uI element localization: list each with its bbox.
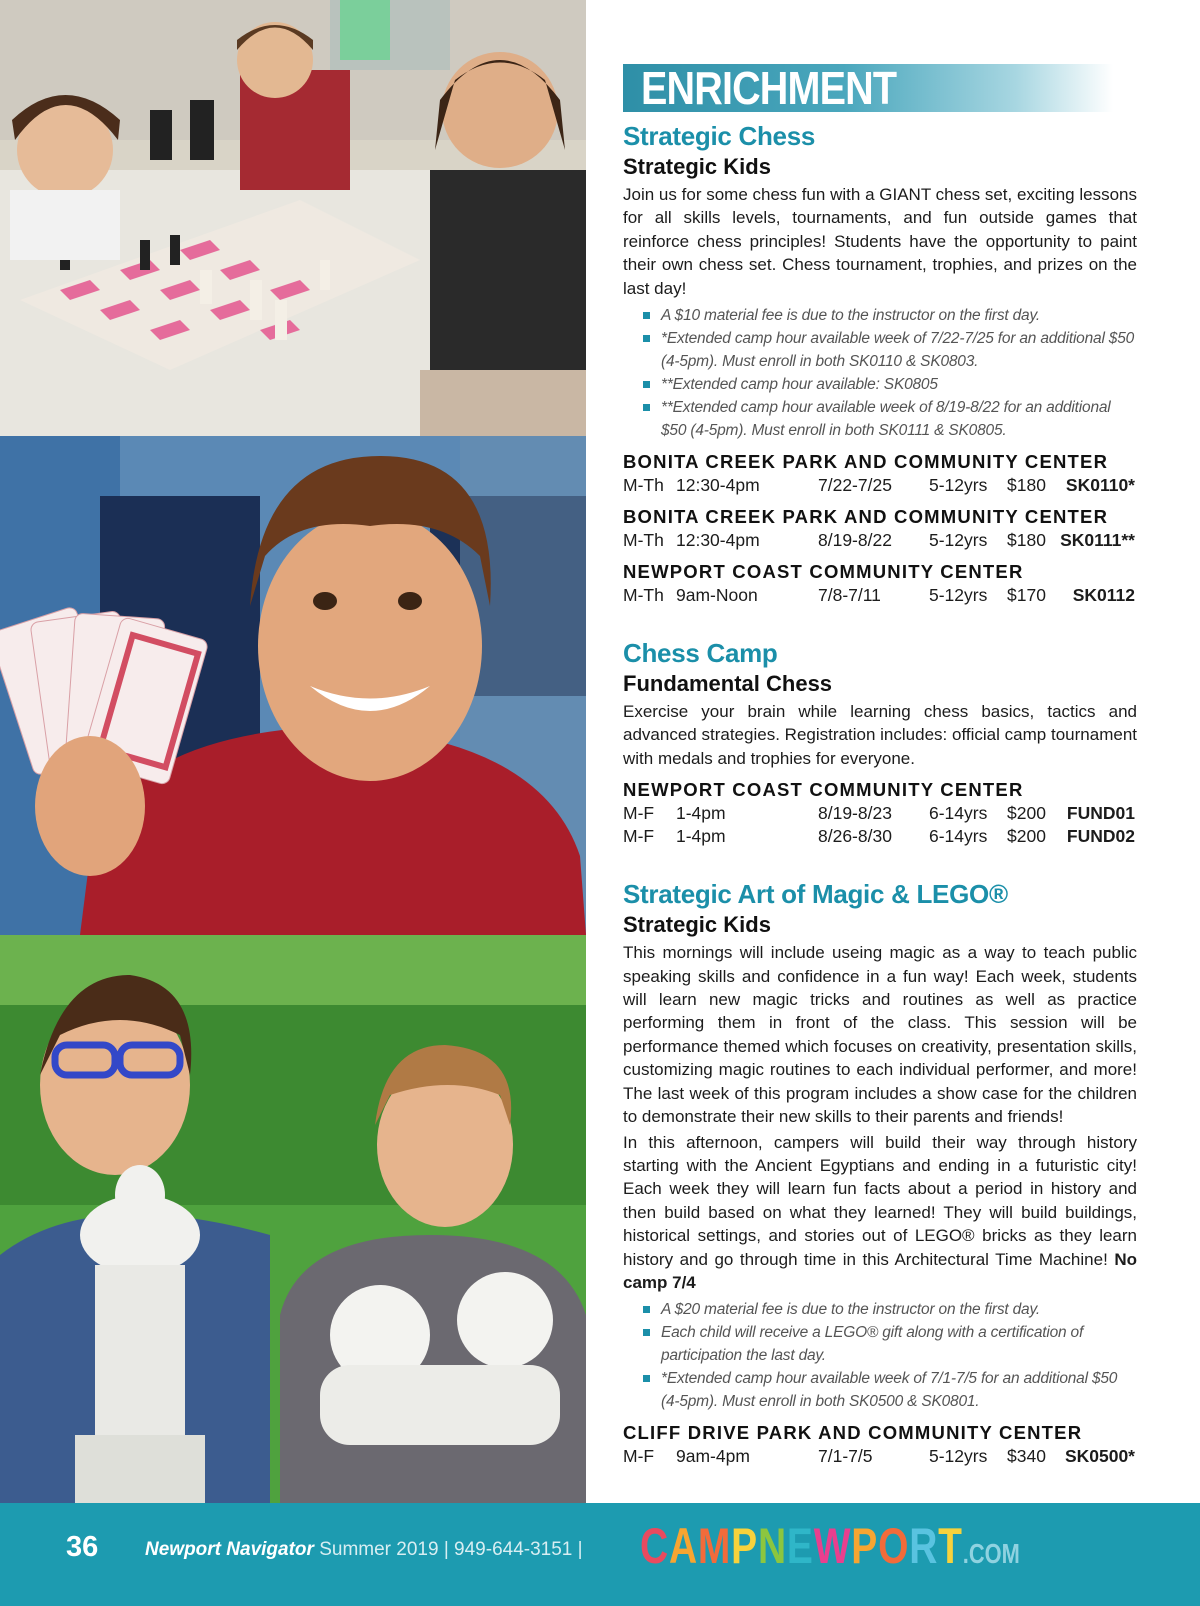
schedule-price: $340: [1007, 1446, 1046, 1467]
schedule-row: [623, 802, 1137, 825]
schedule-price: $170: [1007, 585, 1046, 606]
bullet-square-icon: [643, 381, 650, 388]
schedule-ages: 6-14yrs: [929, 826, 988, 847]
logo-letter: P: [851, 1518, 879, 1574]
issue-label: Summer 2019: [319, 1539, 439, 1560]
schedule-row: [623, 1445, 1137, 1468]
program-title: Strategic Art of Magic & LEGO®: [623, 879, 1008, 910]
schedule-time: 9am-Noon: [676, 585, 758, 606]
schedule-ages: 5-12yrs: [929, 585, 988, 606]
schedule-ages: 5-12yrs: [929, 530, 988, 551]
content-column: [623, 64, 1137, 1468]
logo-letter: O: [878, 1518, 910, 1574]
schedule-row: [623, 529, 1137, 552]
note-item: **Extended camp hour available week of 8/19-8/22 for an additional $50 (4-5pm). Must enroll in both SK0111 & SK0805.: [643, 396, 1137, 442]
program-notes: [643, 1298, 1137, 1413]
page-number: 36: [66, 1531, 99, 1563]
program-description: Join us for some chess fun with a GIANT chess set, exciting lessons for all skills levels, tournaments, and fun outside games that reinforce chess principles! Students have the opportunity to paint their own chess set. Chess tournament, trophies, and prizes on the last day!: [623, 185, 1137, 298]
schedule-ages: 5-12yrs: [929, 1446, 988, 1467]
schedule-days: M-F: [623, 1446, 655, 1467]
program-provider: Fundamental Chess: [623, 671, 833, 697]
boy-cards-illustration: [0, 436, 586, 935]
photo-boy-cards: [0, 436, 586, 935]
spacer: [623, 607, 1137, 637]
spacer: [623, 848, 1137, 878]
program-notes: [643, 304, 1137, 442]
logo-letter: A: [668, 1518, 698, 1574]
logo-letter: R: [909, 1518, 939, 1574]
boys-chess-pieces-illustration: [0, 935, 586, 1503]
note-item: **Extended camp hour available: SK0805: [643, 373, 1137, 396]
logo-letter: M: [697, 1518, 732, 1574]
schedule-days: M-Th: [623, 475, 664, 496]
photo-chess-girls: [0, 0, 586, 436]
photo-boys-chess-pieces: [0, 935, 586, 1503]
note-item: A $20 material fee is due to the instructor on the first day.: [643, 1298, 1137, 1321]
separator: |: [443, 1539, 449, 1560]
schedule-time: 1-4pm: [676, 826, 726, 847]
schedule-days: M-F: [623, 803, 655, 824]
schedule-time: 12:30-4pm: [676, 475, 760, 496]
note-item: Each child will receive a LEGO® gift along with a certification of participation the last day.: [643, 1321, 1137, 1367]
note-item: *Extended camp hour available week of 7/22-7/25 for an additional $50 (4-5pm). Must enroll in both SK0110 & SK0803.: [643, 327, 1137, 373]
schedule-price: $180: [1007, 530, 1046, 551]
schedule-price: $200: [1007, 803, 1046, 824]
schedule-days: M-F: [623, 826, 655, 847]
campnewport-logo[interactable]: [640, 1518, 1020, 1574]
schedule-price: $200: [1007, 826, 1046, 847]
schedule-dates: 7/1-7/5: [818, 1446, 873, 1467]
schedule-code: SK0111**: [1060, 530, 1135, 551]
schedule-time: 1-4pm: [676, 803, 726, 824]
program-magic-lego: [623, 878, 1137, 1468]
note-item: *Extended camp hour available week of 7/1-7/5 for an additional $50 (4-5pm). Must enroll in both SK0500 & SK0801.: [643, 1367, 1137, 1413]
schedule-dates: 8/19-8/23: [818, 803, 892, 824]
bullet-square-icon: [643, 312, 650, 319]
bullet-square-icon: [643, 335, 650, 342]
location-name: NEWPORT COAST COMMUNITY CENTER: [623, 561, 1024, 583]
program-description: This mornings will include useing magic as a way to teach public speaking skills and confidence in a fun way! Each week, students will learn new magic tricks and routines as well as practice performing them in front of the class. This session will be performance themed which focuses on creativity, presentation skills, customizing magic routines to each individual performer, and more! The last week of this program includes a show case for the children to demonstrate their new skills to their parents and friends!: [623, 943, 1137, 1127]
schedule-code: FUND01: [1066, 803, 1135, 824]
schedule-code: FUND02: [1066, 826, 1135, 847]
schedule-days: M-Th: [623, 530, 664, 551]
program-provider: Strategic Kids: [623, 912, 771, 938]
page-footer: [0, 1503, 1200, 1606]
publication-info: [145, 1539, 583, 1561]
program-title: Chess Camp: [623, 638, 778, 669]
no-camp-notice: No camp 7/4: [623, 1249, 1137, 1292]
schedule-dates: 7/8-7/11: [818, 585, 881, 606]
program-description-afternoon: [623, 1131, 1137, 1295]
logo-suffix: .COM: [962, 1538, 1020, 1569]
program-chess-camp: [623, 637, 1137, 848]
logo-letter: C: [640, 1518, 669, 1574]
schedule-code: SK0112: [1072, 585, 1135, 606]
schedule-ages: 5-12yrs: [929, 475, 988, 496]
afternoon-text: In this afternoon, campers will build their way through history starting with the Ancient Egyptians and ending in a futuristic city! Each week they will learn fun facts about a period in history and then build based on what they learned! They will build buildings, historical settings, and stories out of LEGO® bricks as they learn history and go through time in this Architectural Time Machine!: [623, 1132, 1137, 1269]
program-strategic-chess: [623, 120, 1137, 607]
schedule-row: [623, 584, 1137, 607]
program-description: Exercise your brain while learning chess basics, tactics and advanced strategies. Registration includes: official camp tournament with medals and trophies for everyone.: [623, 702, 1137, 768]
schedule-code: SK0500*: [1064, 1446, 1135, 1467]
location-name: NEWPORT COAST COMMUNITY CENTER: [623, 779, 1024, 801]
location-name: BONITA CREEK PARK AND COMMUNITY CENTER: [623, 451, 1109, 473]
logo-letter: N: [757, 1518, 787, 1574]
bullet-square-icon: [643, 1375, 650, 1382]
logo-letter: P: [731, 1518, 758, 1574]
schedule-price: $180: [1007, 475, 1046, 496]
photo-column: [0, 0, 586, 1503]
logo-letter: W: [813, 1518, 852, 1574]
section-banner: [623, 64, 1113, 112]
phone-number[interactable]: 949-644-3151: [454, 1539, 573, 1560]
schedule-time: 9am-4pm: [676, 1446, 750, 1467]
separator: |: [577, 1539, 583, 1560]
program-provider: Strategic Kids: [623, 154, 771, 179]
logo-letter: T: [938, 1518, 963, 1574]
schedule-dates: 7/22-7/25: [818, 475, 892, 496]
schedule-time: 12:30-4pm: [676, 530, 760, 551]
schedule-row: [623, 474, 1137, 497]
bullet-square-icon: [643, 1329, 650, 1336]
chess-girls-illustration: [0, 0, 586, 436]
bullet-square-icon: [643, 1306, 650, 1313]
schedule-dates: 8/19-8/22: [818, 530, 892, 551]
schedule-ages: 6-14yrs: [929, 803, 988, 824]
location-name: CLIFF DRIVE PARK AND COMMUNITY CENTER: [623, 1422, 1083, 1444]
note-item: A $10 material fee is due to the instructor on the first day.: [643, 304, 1137, 327]
program-title: Strategic Chess: [623, 121, 816, 151]
schedule-dates: 8/26-8/30: [818, 826, 892, 847]
schedule-days: M-Th: [623, 585, 664, 606]
banner-title: ENRICHMENT: [641, 62, 897, 114]
location-name: BONITA CREEK PARK AND COMMUNITY CENTER: [623, 506, 1109, 528]
schedule-row: [623, 825, 1137, 848]
schedule-code: SK0110*: [1065, 475, 1135, 496]
bullet-square-icon: [643, 404, 650, 411]
magazine-name: Newport Navigator: [145, 1539, 314, 1560]
logo-letter: E: [786, 1518, 814, 1574]
